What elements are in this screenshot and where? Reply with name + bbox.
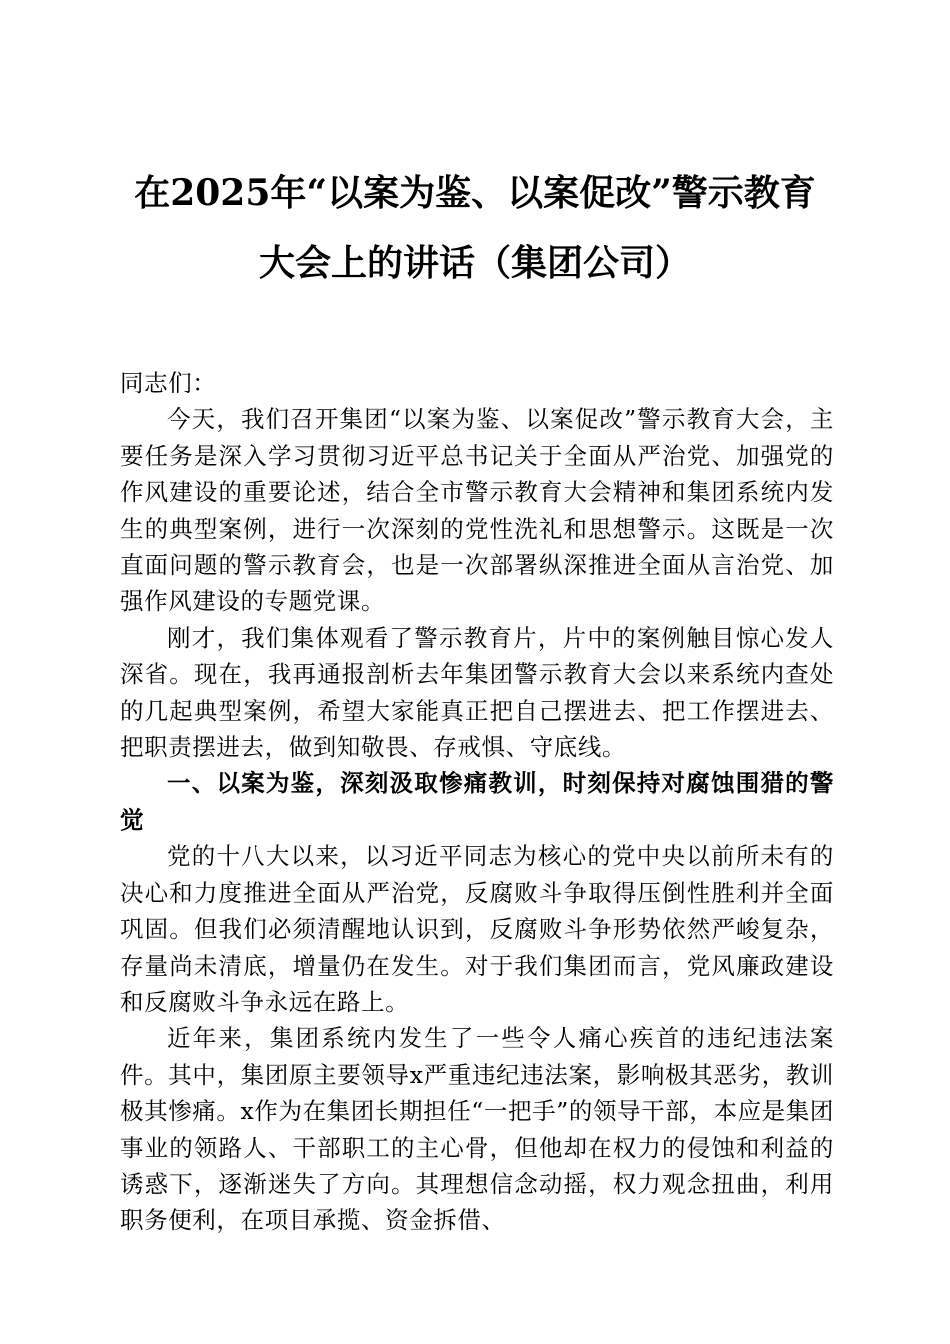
- paragraph-section1-a: 党的十八大以来，以习近平同志为核心的党中央以前所未有的决心和力度推进全面从严治党，反腐败斗争取得压倒性胜利并全面巩固。但我们必须清醒地认识到，反腐败斗争形势依然严峻复杂，存量尚未清底，增量仍在发生。对于我们集团而言，党风廉政建设和反腐败斗争永远在路上。: [120, 842, 834, 1016]
- paragraph-section1-b: 近年来，集团系统内发生了一些令人痛心疾首的违纪违法案件。其中，集团原主要领导x严重违纪违法案，影响极其恶劣，教训极其惨痛。x作为在集团长期担任“一把手”的领导干部，本应是集团事业的领路人、干部职工的主心骨，但他却在权力的侵蚀和利益的诱惑下，逐渐迷失了方向。其理想信念动摇，权力观念扭曲，利用职务便利，在项目承揽、资金拆借、: [120, 1024, 834, 1235]
- paragraph-intro: 今天，我们召开集团“以案为鉴、以案促改”警示教育大会，主要任务是深入学习贯彻习近平总书记关于全面从严治党、加强党的作风建设的重要论述，结合全市警示教育大会精神和集团系统内发生的典型案例，进行一次深刻的党性洗礼和思想警示。这既是一次直面问题的警示教育会，也是一次部署纵深推进全面从言治党、加强作风建设的专题党课。: [120, 405, 834, 616]
- document-title-line-2: 大会上的讲话（集团公司）: [258, 242, 691, 284]
- document-title-line-1: 在2025年“以案为鉴、以案促改”警示教育: [134, 172, 816, 214]
- document-body: [120, 365, 834, 1239]
- paragraph-video: 刚才，我们集体观看了警示教育片，片中的案例触目惊心发人深省。现在，我再通报剖析去年集团警示教育大会以来系统内查处的几起典型案例，希望大家能真正把自己摆进去、把工作摆进去、把职责摆进去，做到知敬畏、存戒惧、守底线。: [120, 623, 834, 762]
- section-heading-1: 一、以案为鉴，深刻汲取惨痛教训，时刻保持对腐蚀围猎的警觉: [120, 769, 834, 834]
- salutation: 同志们：: [120, 369, 217, 397]
